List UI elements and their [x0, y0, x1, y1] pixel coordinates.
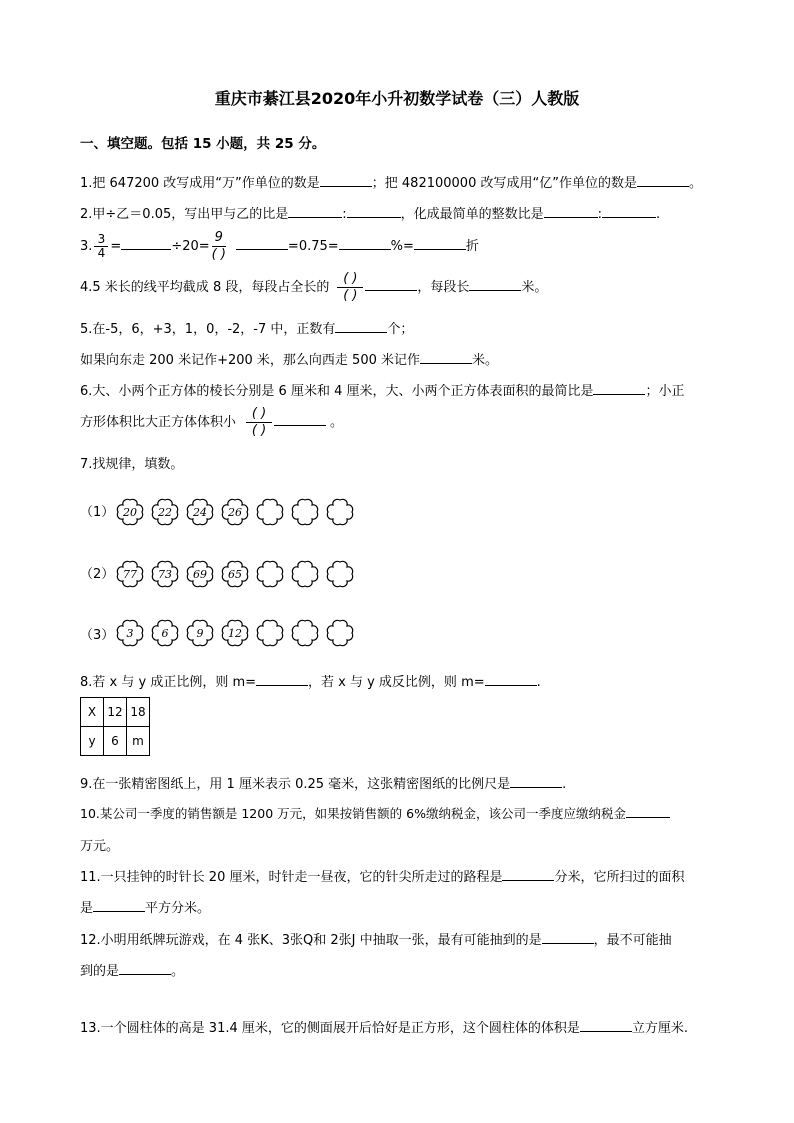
flower-cell — [220, 497, 250, 527]
question-6-part-2: 方形体积比大正方体体积小 $\frac{( )}{( )}$ 。 — [80, 406, 344, 438]
flower-row-1 — [115, 497, 355, 527]
answer-blank[interactable] — [469, 278, 521, 291]
question-9: 9.在一张精密图纸上，用 1 厘米表示 0.25 毫米，这张精密图纸的比例尺是 . — [80, 777, 567, 792]
question-11-part-2: 是 平方分米。 — [80, 901, 211, 916]
flower-cell — [115, 618, 145, 648]
answer-blank[interactable] — [602, 205, 656, 218]
question-10-part-2: 万元。 — [80, 839, 120, 854]
table-cell: X — [81, 698, 104, 727]
table-row — [81, 727, 150, 756]
answer-blank[interactable] — [339, 237, 391, 250]
flower-value: 6 — [161, 626, 169, 640]
answer-blank[interactable] — [414, 237, 466, 250]
flower-value: 20 — [123, 505, 137, 519]
answer-blank[interactable] — [593, 382, 645, 395]
page-title: 重庆市綦江县2020年小升初数学试卷（三）人教版 — [214, 89, 580, 108]
flower-value: 26 — [228, 505, 242, 519]
flower-cell — [115, 497, 145, 527]
flower-value — [290, 559, 320, 589]
row-label-3: （3） — [80, 628, 115, 643]
flower-value: 12 — [228, 626, 242, 640]
answer-blank[interactable] — [626, 805, 670, 818]
question-1: 1.把 647200 改写成用“万”作单位的数是 ；把 482100000 改写成用“亿”作单位的数是 。 — [80, 176, 702, 191]
table-cell: y — [81, 727, 104, 756]
flower-value: 73 — [158, 567, 172, 581]
fraction: $\frac{( )}{( )}$ — [337, 271, 363, 304]
table-cell: 12 — [104, 698, 127, 727]
flower-cell — [220, 618, 250, 648]
table-cell: 6 — [104, 727, 127, 756]
answer-blank[interactable] — [365, 278, 417, 291]
question-2: 2.甲÷乙＝0.05，写出甲与乙的比是 : ，化成最简单的整数比是 : . — [80, 207, 661, 222]
flower-value — [255, 618, 285, 648]
flower-value: 77 — [123, 567, 137, 581]
flower-value: 65 — [228, 567, 242, 581]
question-12-part-2: 到的是 。 — [80, 964, 185, 979]
question-6: 6.大、小两个正方体的棱长分别是 6 厘米和 4 厘米，大、小两个正方体表面积的最简比是 ；小正 — [80, 384, 685, 399]
flower-cell — [220, 559, 250, 589]
answer-blank[interactable] — [119, 962, 171, 975]
flower-cell[interactable] — [325, 497, 355, 527]
xy-table — [80, 697, 150, 756]
answer-blank[interactable] — [256, 673, 308, 686]
answer-blank[interactable] — [637, 174, 689, 187]
flower-value — [255, 497, 285, 527]
section-heading: 一、填空题。包括 15 小题，共 25 分。 — [80, 136, 326, 152]
question-4: 4.5 米长的线平均截成 8 段，每段占全长的 $\frac{( )}{( )}$ ，每段长 米。 — [80, 271, 548, 303]
flower-cell — [115, 559, 145, 589]
table-cell: m — [127, 727, 150, 756]
row-label-2: （2） — [80, 567, 115, 582]
flower-cell — [185, 618, 215, 648]
flower-cell — [150, 559, 180, 589]
answer-blank[interactable] — [274, 413, 326, 426]
flower-row-3 — [115, 618, 355, 648]
answer-blank[interactable] — [93, 899, 145, 912]
answer-blank[interactable] — [420, 351, 472, 364]
flower-value: 3 — [126, 626, 134, 640]
flower-value — [325, 559, 355, 589]
question-10: 10.某公司一季度的销售额是 1200 万元，如果按销售额的 6%缴纳税金，该公司一季度应缴纳税金 — [80, 804, 670, 822]
flower-cell[interactable] — [255, 559, 285, 589]
answer-blank[interactable] — [485, 673, 537, 686]
answer-blank[interactable] — [347, 205, 401, 218]
question-13: 13.一个圆柱体的高是 31.4 厘米，它的侧面展开后恰好是正方形，这个圆柱体的体积是 立方厘米. — [80, 1021, 689, 1036]
flower-value: 69 — [193, 567, 207, 581]
flower-value: 9 — [196, 626, 204, 640]
fraction: $\frac{3}{4}$ — [94, 233, 108, 260]
flower-row-2 — [115, 559, 355, 589]
flower-value — [325, 497, 355, 527]
answer-blank[interactable] — [510, 775, 562, 788]
question-8: 8.若 x 与 y 成正比例，则 m= ，若 x 与 y 成反比例，则 m= . — [80, 675, 541, 690]
flower-cell — [150, 618, 180, 648]
flower-value — [290, 497, 320, 527]
fraction: $\frac{( )}{( )}$ — [246, 406, 272, 439]
flower-cell[interactable] — [290, 497, 320, 527]
row-label-1: （1） — [80, 505, 115, 520]
question-12: 12.小明用纸牌玩游戏，在 4 张K、3张Q和 2张J 中抽取一张，最有可能抽到的是 ，最不可能抽 — [80, 933, 672, 948]
flower-cell — [185, 559, 215, 589]
flower-cell[interactable] — [325, 618, 355, 648]
flower-cell[interactable] — [325, 559, 355, 589]
answer-blank[interactable] — [288, 205, 342, 218]
flower-cell[interactable] — [255, 618, 285, 648]
flower-value — [325, 618, 355, 648]
flower-cell — [185, 497, 215, 527]
flower-value — [290, 618, 320, 648]
answer-blank[interactable] — [121, 237, 171, 250]
flower-value — [255, 559, 285, 589]
answer-blank[interactable] — [320, 174, 372, 187]
question-5-part-2: 如果向东走 200 米记作+200 米，那么向西走 500 米记作 米。 — [80, 353, 499, 368]
flower-cell[interactable] — [290, 618, 320, 648]
answer-blank[interactable] — [580, 1019, 632, 1032]
table-row — [81, 698, 150, 727]
question-5: 5.在-5，6，+3，1，0，-2，-7 中，正数有 个； — [80, 322, 414, 337]
answer-blank[interactable] — [335, 320, 387, 333]
flower-cell[interactable] — [290, 559, 320, 589]
answer-blank[interactable] — [236, 237, 288, 250]
question-11: 11.一只挂钟的时针长 20 厘米，时针走一昼夜，它的针尖所走过的路程是 分米，它所扫过的面积 — [80, 870, 685, 885]
answer-blank[interactable] — [502, 868, 554, 881]
flower-cell[interactable] — [255, 497, 285, 527]
flower-value: 24 — [193, 505, 207, 519]
question-3: 3. $\frac{3}{4}$ = ÷20= $\frac{9}{( )}$ =0.75= %= 折 — [80, 230, 479, 262]
answer-blank[interactable] — [542, 931, 594, 944]
fraction: $\frac{9}{( )}$ — [211, 230, 226, 262]
flower-cell — [150, 497, 180, 527]
answer-blank[interactable] — [544, 205, 598, 218]
table-cell: 18 — [127, 698, 150, 727]
flower-value: 22 — [158, 505, 172, 519]
question-7: 7.找规律，填数。 — [80, 457, 184, 472]
